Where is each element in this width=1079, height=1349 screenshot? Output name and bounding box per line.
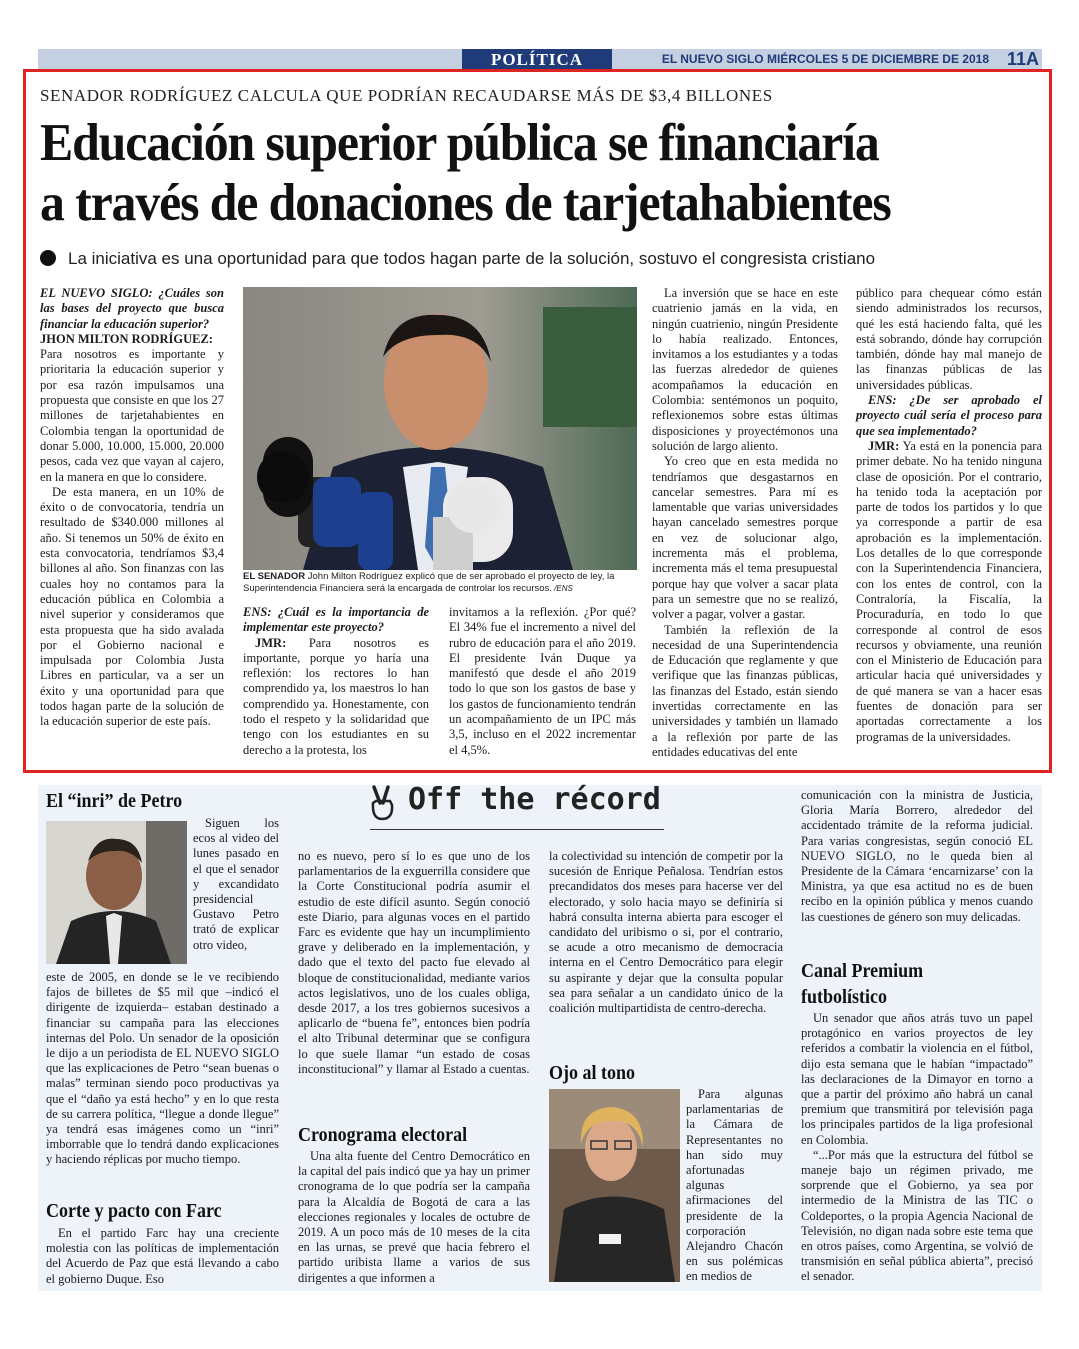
paragraph: “...Por más que la estructura del fútbol se maneje bajo un régimen privado, me sorprende que el Gobierno, ya sea por intermedio de la Ministra de las TIC o Coldeportes, o la propia Agencia Nacional de Televisión, no digan nada sobre este tema que en otros países, como Argentina, se volvió de transmisión en señal pública abierta”, precisó el senador. [801, 1147, 1033, 1284]
bullet-icon [40, 250, 56, 266]
article-column-3 [449, 605, 636, 758]
section-label: POLÍTICA [462, 49, 612, 71]
answer-text: Para nosotros es importante, porque yo haría una reflexión: los rectores lo han comprendido ya, los maestros lo han comprendido ya. Honestamente, con todo el respeto y la solidaridad que tengo con los estudiantes en su derecho a la protesta, los [243, 635, 429, 757]
article-column-2 [243, 605, 429, 758]
canal-title-line-1: Canal Premium [801, 960, 924, 982]
paragraph: Siguen los ecos al video del lunes pasado en el que el senador y excandidato presidencial Gustavo Petro trató de explicar otro video, [193, 816, 279, 952]
corte-title: Corte y pacto con Farc [46, 1200, 222, 1222]
caption-lead: EL SENADOR [243, 571, 306, 582]
title-underline [370, 829, 664, 830]
paragraph [856, 439, 1042, 745]
cronograma-text [298, 1149, 530, 1286]
question: ENS: ¿Cuál es la importancia de implementar este proyecto? [243, 605, 429, 635]
ojo-al-tono-title: Ojo al tono [549, 1062, 636, 1084]
speaker: JHON MILTON RODRÍGUEZ: [40, 331, 213, 346]
paragraph [243, 636, 429, 758]
headline [40, 113, 980, 233]
paragraph: Para nosotros es importante y prioritaria la educación superior y por esa razón impulsamos una propuesta que consiste en que los 27 millones de tarjetahabientes en Colombia tengan la oportunidad de donar 5.000, 10.000, 15.000, 20.000 pesos, cada vez que vayan al cajero, en la manera en que lo considere. [40, 347, 224, 484]
paragraph: Yo creo que en esta medida no tendríamos que desgastarnos en cancelar semestres. Para mí es lamentable que varias universidades hayan cancelado semestres porque en vez de solucionar algo, incrementa más el problema, incrementa más el tema presupuestal porque hay que volver a sacar plata para un semestre que no se realizó, volver a pagar, volver a gastar. [652, 454, 838, 622]
page-number: 11A [1006, 49, 1039, 69]
paragraph: la colectividad su intención de competir por la sucesión de Enrique Peñalosa. Tendrían estos precandidatos dos meses para hacerse ver del electorado, y solo hacia mayo se definiría si habrá consulta interna abierta para escoger el candidato del uribismo o si, por el contrario, se acude a otro mecanismo de democracia interna en el Centro Democrático para elegir su aspirante y dejar que la consulta popular sea para señalar a un candidato único de la coalición multipartidista de centro-derecha. [549, 849, 783, 1016]
paragraph: Una alta fuente del Centro Democrático en la capital del país indicó que ya hay un primer cronograma de lo que podría ser la campaña para la Alcaldía de Bogotá de cara a las elecciones regionales y locales de octubre de 2019. A un poco más de 10 meses de la cita en las urnas, se prevé que hacia febrero el partido uribista llame a varios de sus dirigentes a que informen a [298, 1149, 530, 1285]
offrecord-column-2 [298, 849, 530, 1077]
headline-line-1: Educación superior pública se financiaría [40, 114, 879, 172]
peace-hand-icon [368, 785, 396, 826]
article-column-1 [40, 286, 224, 730]
paragraph: Un senador que años atrás tuvo un papel protagónico en varios proyectos de ley referidos a combatir la violencia en el fútbol, dijo esta semana que le habían “impactado” las declaraciones de la Dimayor en torno a que a partir del próximo año habrá un canal premium que transmitirá por televisión paga los principales partidos de la liga profesional en Colombia. [801, 1011, 1033, 1147]
paragraph: este de 2005, en donde se le ve recibiendo fajos de billetes de $5 mil que –indicó el dirigente de izquierda– estaban destinado a financiar su campaña para las elecciones internas del Polo. Un senador de la oposición le dijo a un periodista de EL NUEVO SIGLO que las explicaciones de Petro “sean buenas o malas” terminan siendo poco productivas ya que el “daño ya está hecho” y en lo que resta de su carrera política, “llegue a donde llegue” ya tendrá esas imágenes como un “inri” imborrable que lo tendrá dando explicaciones y haciendo réplicas por mucho tiempo. [46, 970, 279, 1167]
paragraph: La inversión que se hace en este cuatrienio jamás en la vida, en ningún cuatrienio, ningún Presidente lo había realizado. Entonces, invitamos a los estudiantes y a todas las fuerzas alrededor de quienes acompañamos la educación en Colombia: sentémonos un poquito, reflexionemos sobre estas últimas disposiciones y proyectémonos una solución de largo aliento. [652, 286, 838, 453]
offrecord-column-3 [549, 849, 783, 1016]
corte-text [46, 1226, 279, 1287]
off-the-record-title: Off the récord [408, 782, 661, 817]
offrecord-column-4 [801, 788, 1033, 925]
canal-premium-title [801, 958, 923, 1010]
speaker: JMR: [255, 635, 287, 650]
article-column-4 [652, 286, 838, 760]
senator-photo [243, 287, 637, 570]
petro-photo [46, 821, 187, 964]
header-info: EL NUEVO SIGLO MIÉRCOLES 5 DE DICIEMBRE DE 2018 [661, 52, 989, 66]
cronograma-title: Cronograma electoral [298, 1124, 468, 1146]
ojo-al-tono-text [686, 1087, 783, 1285]
kicker: SENADOR RODRÍGUEZ CALCULA QUE PODRÍAN RECAUDARSE MÁS DE $3,4 BILLONES [40, 86, 773, 105]
caption-credit: /ENS [551, 584, 573, 593]
article-column-5 [856, 286, 1042, 745]
subheadline [40, 249, 875, 269]
canal-premium-text [801, 1011, 1033, 1285]
question: ENS: ¿De ser aprobado el proyecto cuál sería el proceso para que sea implementado? [856, 393, 1042, 438]
paragraph: no es nuevo, pero sí lo es que uno de los parlamentarios de la exguerrilla considere que la Corte Constitucional podría asumir el estudio de este difícil asunto. Según conoció este Diario, para algunas voces en el partido Farc es evidente que hay un incumplimiento grave y deliberado en la implementación, y dado que el texto del pacto fue elevado al bloque de constitucionalidad, mediante varios actos legislativos, uno de los cuales obliga, desde 2017, a los tres gobiernos sucesivos a aplicarlo de “buena fe”, entonces bien podría el alto Tribunal determinar que se configura lo que suele llamar “un estado de cosas inconstitucional” y llamar al Estado a cuentas. [298, 849, 530, 1076]
subheadline-text: La iniciativa es una oportunidad para que todos hagan parte de la solución, sostuvo el congresista cristiano [68, 249, 876, 268]
paragraph: De esta manera, en un 10% de éxito o de convocatoria, tendría un resultado de $340.000 millones al año. Si tenemos un 50% de éxito en esta convocatoria, tendríamos $3,4 billones al año. Son finanzas con las cuales hoy no contamos para la educación pública en Colombia a nivel superior y consideramos que esta propuesta que ha sido avalada por el Gobierno nacional e impulsada por Colombia Justa Libres en particular, va a ser un éxito y una oportunidad para que todos hagan parte de la solución de la educación superior de este país. [40, 484, 224, 729]
inri-text-wrap [193, 816, 279, 953]
paragraph: Para algunas parlamentarias de la Cámara de Representantes no han sido muy afortunadas algunas afirmaciones del presidente de la corporación Alejandro Chacón en sus polémicas en medios de [686, 1087, 783, 1284]
photo-caption [243, 571, 638, 595]
caption-text: John Milton Rodríguez explicó que de ser aprobado el proyecto de ley, la Superintendencia Financiera será la encargada de controlar los recursos. [243, 571, 615, 594]
headline-line-2: a través de donaciones de tarjetahabientes [40, 174, 891, 232]
paragraph: También la reflexión de la necesidad de una Superintendencia de Educación que reglamente y que verifique que las finanzas públicas, las finanzas del Estado, están siendo invertidas correctamente en las universidades y también un llamado a la reflexión por parte de las entidades educativas del ente [652, 622, 838, 759]
paragraph: invitamos a la reflexión. ¿Por qué? El 34% fue el incremento a nivel del rubro de educación para el año 2019. El presidente Iván Duque ya manifestó que desde el año 2019 todo lo que son los gastos de base y los gastos de funcionamiento tendrán un acompañamiento de un IPC más 3,5, incluso en el 2022 incrementar el 4,5%. [449, 605, 636, 757]
speaker: JMR: [868, 438, 900, 453]
inri-title: El “inri” de Petro [46, 790, 183, 812]
paragraph: comunicación con la ministra de Justicia, Gloria María Borrero, alrededor del accidentado trámite de la reforma judicial. Para varias congresistas, según conoció EL NUEVO SIGLO, no le queda bien al Presidente de la Cámara ‘encarnizarse’ con la Ministra, ya que esa actitud no es de buen recibo en la opinión pública y menos cuando las cuestiones de género son muy delicadas. [801, 788, 1033, 924]
question: EL NUEVO SIGLO: ¿Cuáles son las bases del proyecto que busca financiar la educación superior? [40, 286, 224, 331]
congresswoman-photo [549, 1089, 680, 1282]
paragraph: En el partido Farc hay una creciente molestia con las políticas de implementación del Acuerdo de Paz que está llevando a cabo el gobierno Duque. Eso [46, 1226, 279, 1286]
paragraph: público para chequear cómo están siendo administrados los recursos, qué les está haciendo falta, qué les está sobrando, dónde hay corrupción también, dónde hay mal manejo de las finanzas públicas de las universidades públicas. [856, 286, 1042, 392]
canal-title-line-2: futbolístico [801, 986, 888, 1008]
inri-text [46, 970, 279, 1168]
answer-text: Ya está en la ponencia para primer debate. No ha tenido ninguna clase de oposición. Por el contrario, ha tenido toda la aceptación por parte de todos los partidos y lo que ya corresponde a partir de esa aprobación es la implementación. Los detalles de lo que corresponde con la Superintendencia Financiera, con los entes de control, con la Contraloría, la Fiscalía, la Procuraduría, en todo lo que corresponde al control de esos recursos y obviamente, una reunión con el Ministerio de Educación para articular hacia qué universidades y de qué manera se van a hacer esas fuentes de donación para ser aportadas correctamente a los programas de la universidades. [856, 438, 1042, 744]
